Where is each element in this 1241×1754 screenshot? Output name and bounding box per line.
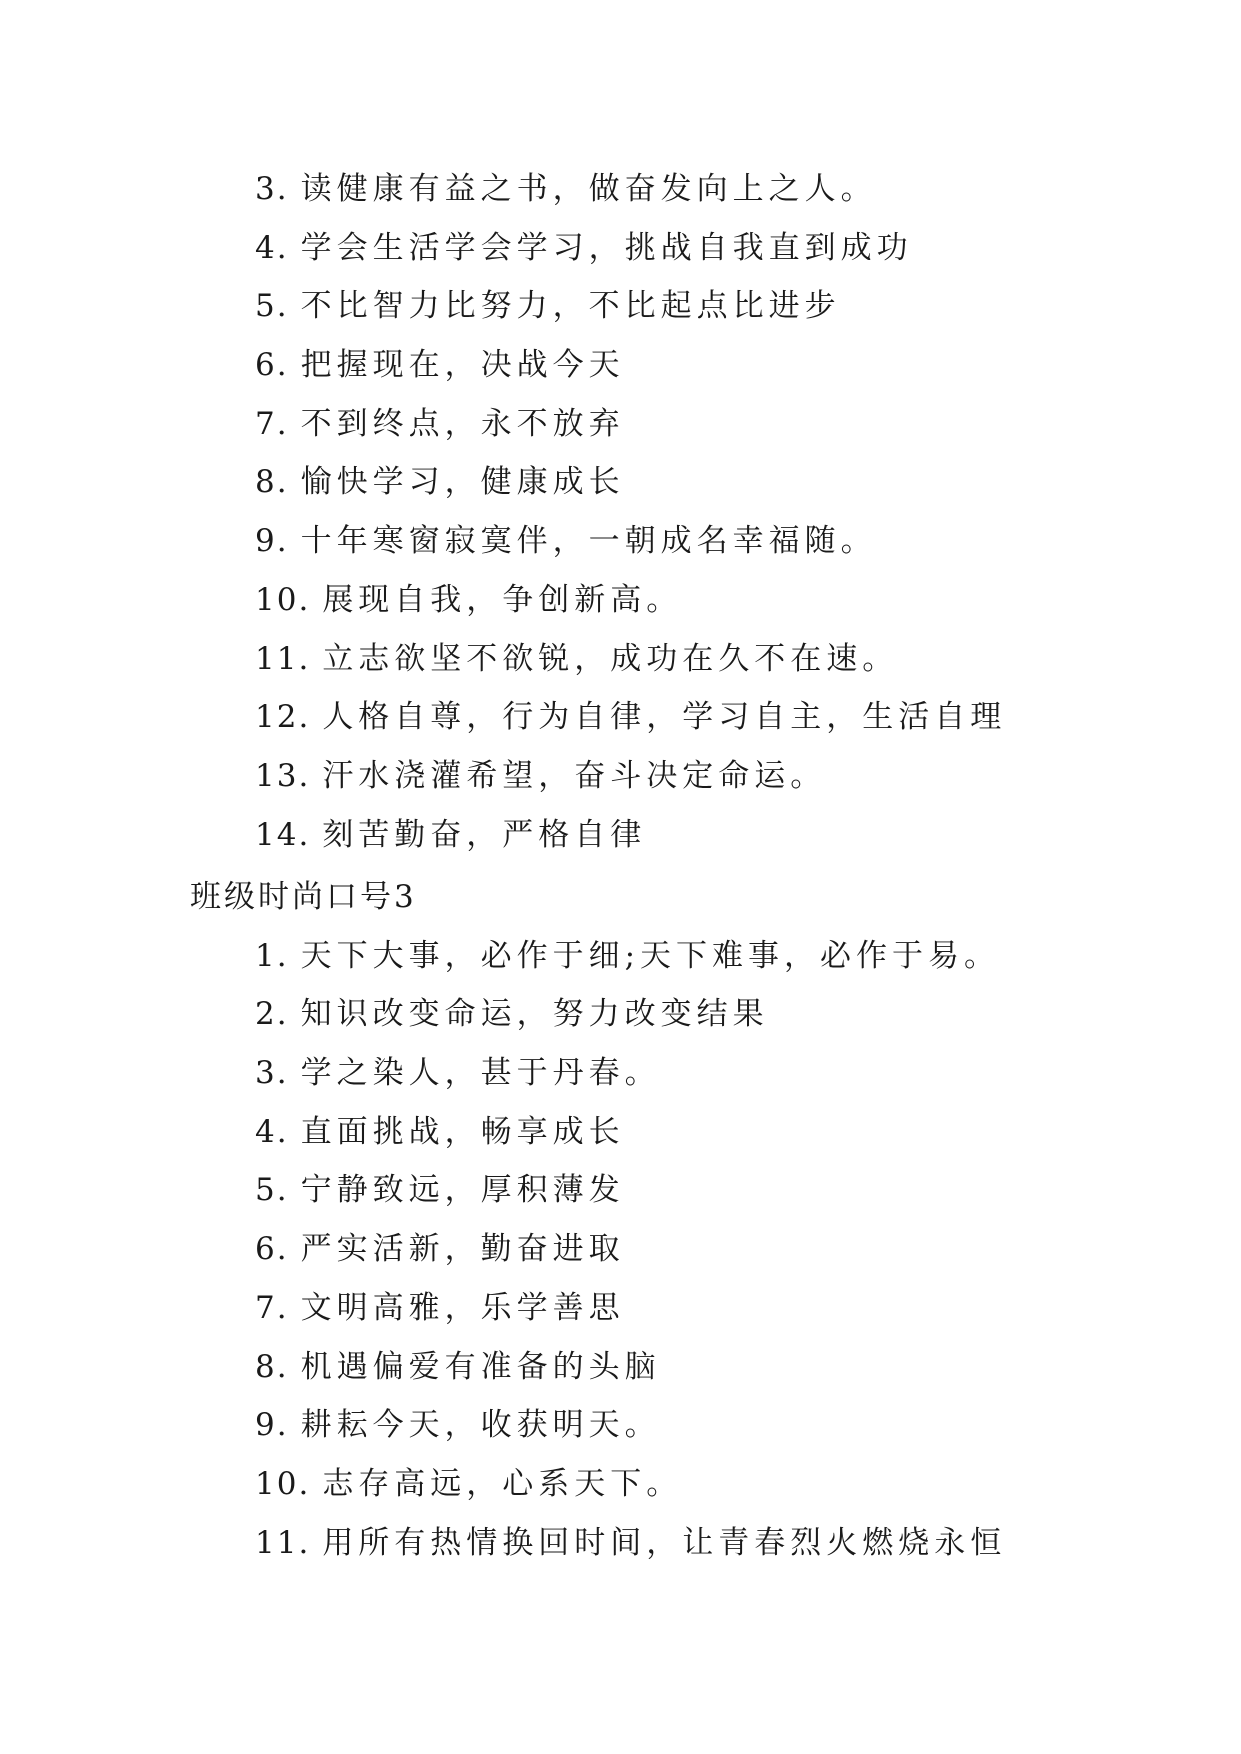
item-number: 14. xyxy=(255,816,311,853)
list-item xyxy=(0,1044,1241,1103)
list-item xyxy=(0,395,1241,454)
item-number: 8. xyxy=(255,1348,289,1385)
item-text: 立志欲坚不欲锐，成功在久不在速。 xyxy=(322,640,899,677)
item-number: 8. xyxy=(255,464,289,501)
list-item xyxy=(0,1455,1241,1514)
list-item xyxy=(0,688,1241,747)
list-item xyxy=(0,1338,1241,1397)
list-item xyxy=(0,512,1241,571)
item-text: 严实活新，勤奋进取 xyxy=(300,1231,625,1268)
item-text: 机遇偏爱有准备的头脑 xyxy=(300,1348,661,1385)
item-text: 不到终点，永不放弃 xyxy=(300,405,625,442)
item-text: 天下大事，必作于细;天下难事，必作于易。 xyxy=(300,937,1001,974)
list-item xyxy=(0,1220,1241,1279)
item-number: 13. xyxy=(255,757,311,794)
item-text: 刻苦勤奋，严格自律 xyxy=(322,816,647,853)
list-item xyxy=(0,1103,1241,1162)
item-number: 3. xyxy=(255,171,289,207)
section-heading: 班级时尚口号3 xyxy=(190,879,417,915)
slogan-list-continued xyxy=(0,160,1241,864)
slogan-list xyxy=(0,927,1241,1573)
list-item xyxy=(0,630,1241,689)
list-item xyxy=(0,1279,1241,1338)
item-number: 2. xyxy=(255,996,289,1033)
item-text: 把握现在，决战今天 xyxy=(300,347,625,384)
item-number: 5. xyxy=(255,288,289,325)
item-text: 愉快学习，健康成长 xyxy=(300,464,625,501)
item-number: 1. xyxy=(255,937,289,974)
item-number: 4. xyxy=(255,229,289,266)
item-number: 12. xyxy=(255,699,311,736)
item-text: 展现自我，争创新高。 xyxy=(322,581,683,618)
list-item xyxy=(0,1396,1241,1455)
item-text: 知识改变命运，努力改变结果 xyxy=(300,996,769,1033)
item-number: 6. xyxy=(255,1231,289,1268)
list-item xyxy=(0,806,1241,865)
item-text: 读健康有益之书，做奋发向上之人。 xyxy=(300,171,877,207)
item-text: 不比智力比努力，不比起点比进步 xyxy=(300,288,841,325)
item-text: 文明高雅，乐学善思 xyxy=(300,1289,625,1326)
item-text: 十年寒窗寂寞伴，一朝成名幸福随。 xyxy=(300,523,877,560)
item-text: 志存高远，心系天下。 xyxy=(322,1465,683,1502)
list-item xyxy=(0,1514,1241,1573)
item-text: 耕耘今天，收获明天。 xyxy=(300,1407,661,1444)
item-number: 10. xyxy=(255,1465,311,1502)
list-item xyxy=(0,336,1241,395)
list-item xyxy=(0,985,1241,1044)
item-number: 7. xyxy=(255,1289,289,1326)
item-text: 人格自尊，行为自律，学习自主，生活自理 xyxy=(322,699,1007,736)
item-number: 5. xyxy=(255,1172,289,1209)
item-text: 学之染人，甚于丹春。 xyxy=(300,1055,661,1092)
list-item xyxy=(0,927,1241,986)
list-item xyxy=(0,160,1241,219)
item-number: 9. xyxy=(255,523,289,560)
item-text: 宁静致远，厚积薄发 xyxy=(300,1172,625,1209)
item-number: 4. xyxy=(255,1113,289,1150)
item-number: 11. xyxy=(255,1524,311,1561)
item-text: 直面挑战，畅享成长 xyxy=(300,1113,625,1150)
list-item xyxy=(0,1161,1241,1220)
item-number: 6. xyxy=(255,347,289,384)
item-number: 3. xyxy=(255,1055,289,1092)
list-item xyxy=(0,747,1241,806)
list-item xyxy=(0,571,1241,630)
item-text: 汗水浇灌希望，奋斗决定命运。 xyxy=(322,757,827,794)
item-number: 11. xyxy=(255,640,311,677)
item-number: 10. xyxy=(255,581,311,618)
item-number: 7. xyxy=(255,405,289,442)
list-item xyxy=(0,277,1241,336)
item-text: 学会生活学会学习，挑战自我直到成功 xyxy=(300,229,913,266)
item-text: 用所有热情换回时间，让青春烈火燃烧永恒 xyxy=(322,1524,1007,1561)
item-number: 9. xyxy=(255,1407,289,1444)
list-item xyxy=(0,453,1241,512)
list-item xyxy=(0,219,1241,278)
